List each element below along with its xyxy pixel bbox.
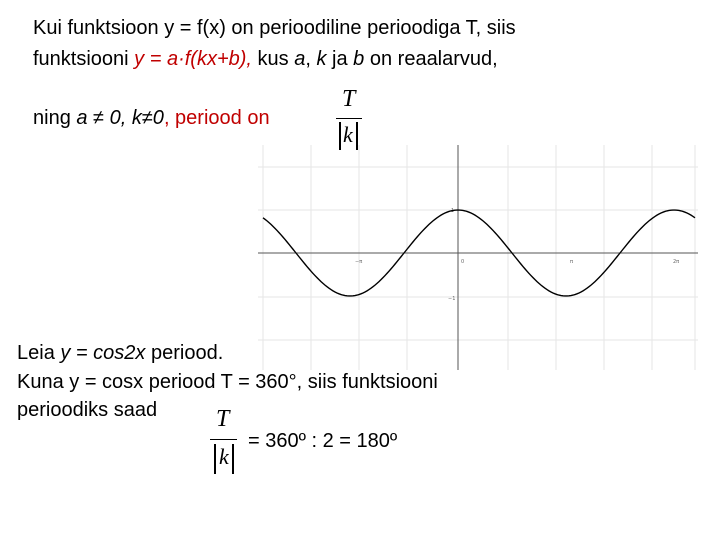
fraction-denominator-2: k	[219, 444, 229, 469]
period-text: , periood on	[163, 107, 270, 129]
task-formula: y = cos2x	[60, 342, 146, 364]
y-tick-neg-one: −1	[448, 296, 456, 302]
x-tick-neg-pi: −π	[355, 259, 363, 265]
fraction-numerator: T	[342, 86, 356, 112]
cond-neq-1: ≠ 0,	[87, 107, 132, 129]
y-tick-one: 1	[451, 208, 455, 214]
graph-grid	[258, 145, 698, 370]
result-text: = 360º : 2 = 180º	[248, 430, 398, 452]
intro-line-2-kus: kus	[251, 48, 295, 70]
abs-bar-right-2	[232, 444, 234, 474]
intro-ning: ning	[33, 107, 77, 129]
abs-bar-left-2	[214, 444, 216, 474]
task-leia: Leia	[17, 342, 61, 364]
cond-k: k	[131, 107, 142, 129]
task-line-3: perioodiks saad	[17, 399, 158, 421]
x-tick-zero: 0	[461, 259, 465, 265]
x-tick-pi: π	[570, 259, 574, 265]
task-line-1	[17, 342, 223, 365]
fraction-denominator: k	[343, 122, 353, 147]
fraction-bar	[336, 118, 362, 119]
cond-a: a	[76, 107, 88, 129]
fraction-numerator-2: T	[216, 406, 230, 432]
var-b: b	[353, 48, 365, 70]
cosine-graph	[258, 145, 698, 370]
period-fraction-bottom	[206, 406, 240, 482]
var-k: k	[316, 48, 327, 70]
intro-line-2-suffix: on reaalarvud,	[364, 48, 498, 70]
intro-line-2	[33, 48, 498, 71]
task-line-2: Kuna y = cosx periood T = 360°, siis funktsiooni	[17, 371, 438, 393]
task-periood: periood.	[145, 342, 224, 364]
intro-line-3	[33, 107, 270, 130]
intro-ja: ja	[326, 48, 354, 70]
cond-neq-2: ≠0	[141, 107, 164, 129]
intro-line-2-prefix: funktsiooni	[33, 48, 135, 70]
fraction-bar-2	[210, 439, 237, 440]
var-a: a	[294, 48, 306, 70]
intro-comma: ,	[305, 48, 317, 70]
general-function-formula: y = a·f(kx+b),	[134, 48, 252, 70]
x-tick-two-pi: 2π	[673, 259, 680, 265]
intro-line-1: Kui funktsioon y = f(x) on perioodiline perioodiga T, siis	[33, 17, 516, 39]
